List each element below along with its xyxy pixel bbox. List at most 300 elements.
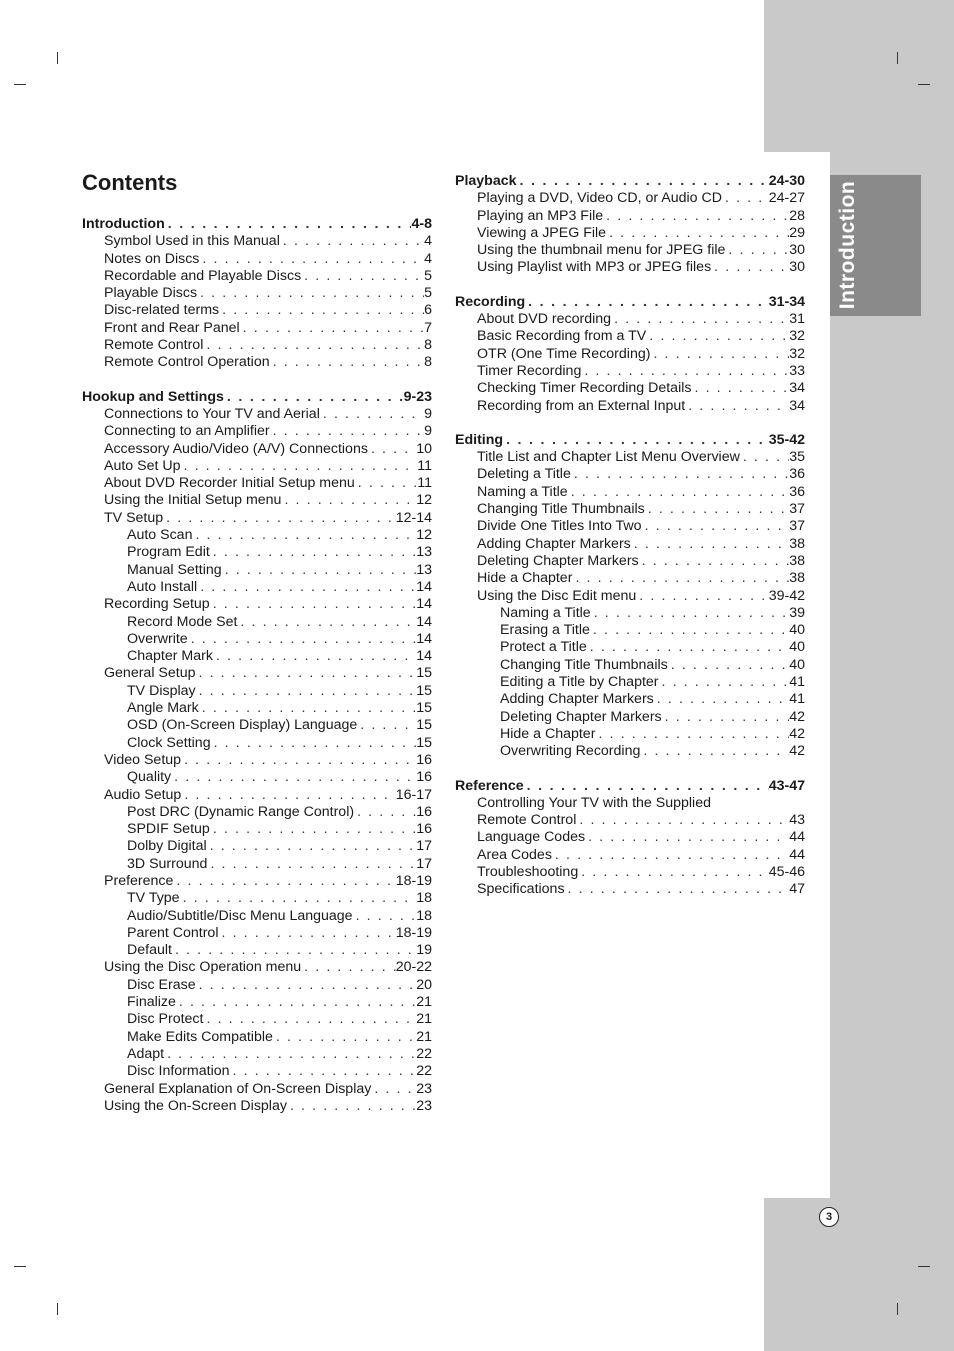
- toc-entry-pages: 35-42: [768, 431, 805, 448]
- toc-entry-title: Audio/Subtitle/Disc Menu Language: [127, 907, 353, 924]
- toc-entry-pages: 40: [789, 622, 805, 639]
- toc-entry: [82, 683, 432, 700]
- toc-entry-pages: 16: [416, 751, 432, 768]
- toc-entry: [82, 251, 432, 268]
- toc-entry-title: Deleting Chapter Markers: [500, 708, 662, 725]
- dot-leader: [591, 605, 790, 622]
- toc-entry-pages: 4: [424, 250, 432, 267]
- dot-leader: [192, 527, 416, 544]
- toc-entry-title: Playable Discs: [104, 285, 198, 302]
- toc-section-heading: [455, 778, 805, 795]
- dot-leader: [636, 588, 768, 605]
- dot-leader: [642, 518, 790, 535]
- crop-mark: [897, 1303, 898, 1315]
- toc-entry: [82, 821, 432, 838]
- toc-entry-title: Preference: [104, 872, 174, 889]
- toc-entry: [455, 259, 805, 276]
- toc-entry-title: Finalize: [127, 994, 176, 1011]
- dot-leader: [287, 1098, 416, 1115]
- toc-entry-title: Disc Information: [127, 1063, 230, 1080]
- toc-entry: [455, 864, 805, 881]
- toc-entry-pages: 43-47: [768, 777, 805, 794]
- toc-entry-pages: 41: [789, 674, 805, 691]
- toc-entry-title: Title List and Chapter List Menu Overview: [477, 449, 740, 466]
- toc-entry-pages: 39-42: [768, 587, 805, 604]
- dot-leader: [171, 769, 416, 786]
- dot-leader: [578, 864, 768, 881]
- toc-entry: [82, 337, 432, 354]
- dot-leader: [368, 441, 416, 458]
- toc-entry-title: Symbol Used in this Manual: [104, 233, 280, 250]
- dot-leader: [210, 544, 416, 561]
- toc-entry-title: Hide a Chapter: [477, 570, 573, 587]
- toc-entry: [82, 492, 432, 509]
- toc-entry: [82, 977, 432, 994]
- dot-leader: [203, 337, 424, 354]
- toc-entry-pages: 42: [789, 725, 805, 742]
- dot-leader: [163, 510, 396, 527]
- toc-entry-pages: 41: [789, 691, 805, 708]
- dot-leader: [211, 735, 417, 752]
- toc-entry-title: Remote Control: [477, 812, 577, 829]
- dot-leader: [587, 639, 789, 656]
- toc-entry-pages: 39: [789, 604, 805, 621]
- toc-entry-pages: 31-34: [768, 293, 805, 310]
- toc-entry-pages: 10: [416, 440, 432, 457]
- toc-section-heading: [82, 389, 432, 406]
- toc-entry-pages: 15: [416, 665, 432, 682]
- toc-entry-title: Video Setup: [104, 751, 182, 768]
- crop-mark: [918, 1266, 930, 1267]
- toc-entry: [82, 804, 432, 821]
- toc-entry-title: Basic Recording from a TV: [477, 328, 647, 345]
- dot-leader: [659, 674, 790, 691]
- dot-leader: [691, 380, 789, 397]
- dot-leader: [281, 492, 416, 509]
- dot-leader: [585, 829, 789, 846]
- toc-entry-title: Divide One Titles Into Two: [477, 518, 642, 535]
- dot-leader: [650, 346, 789, 363]
- dot-leader: [196, 683, 417, 700]
- toc-entry-title: Recordable and Playable Discs: [104, 267, 302, 284]
- toc-entry-title: Naming a Title: [477, 483, 568, 500]
- toc-entry-pages: 5: [424, 267, 432, 284]
- toc-entry-title: Checking Timer Recording Details: [477, 380, 692, 397]
- toc-entry-title: 3D Surround: [127, 855, 208, 872]
- toc-entry: [455, 674, 805, 691]
- toc-entry-pages: 21: [416, 1028, 432, 1045]
- toc-entry: [455, 726, 805, 743]
- toc-entry-title: Disc-related terms: [104, 302, 220, 319]
- toc-entry-title: Using the On-Screen Display: [104, 1097, 287, 1114]
- toc-entry-pages: 18-19: [395, 872, 432, 889]
- toc-entry-title: Using Playlist with MP3 or JPEG files: [477, 259, 712, 276]
- dot-leader: [210, 596, 417, 613]
- toc-entry-pages: 30: [789, 242, 805, 259]
- toc-entry-title: Editing: [455, 431, 504, 448]
- toc-entry-title: Program Edit: [127, 544, 210, 561]
- toc-entry-pages: 32: [789, 345, 805, 362]
- toc-entry-pages: 18: [416, 907, 432, 924]
- toc-section-heading: [455, 294, 805, 311]
- toc-entry-title: General Explanation of On-Screen Display: [104, 1080, 372, 1097]
- dot-leader: [180, 890, 417, 907]
- toc-entry-pages: 42: [789, 743, 805, 760]
- crop-mark: [57, 52, 58, 64]
- toc-entry: [455, 225, 805, 242]
- dot-leader: [524, 778, 769, 795]
- toc-entry-pages: 16: [416, 821, 432, 838]
- toc-entry: [82, 648, 432, 665]
- toc-entry-pages: 9: [424, 405, 432, 422]
- toc-entry-title: Connecting to an Amplifier: [104, 423, 270, 440]
- toc-entry-title: Specifications: [477, 881, 565, 898]
- dot-leader: [270, 354, 425, 371]
- toc-entry: [82, 890, 432, 907]
- dot-leader: [176, 994, 416, 1011]
- toc-entry: [455, 190, 805, 207]
- dot-leader: [164, 1046, 416, 1063]
- dot-leader: [213, 648, 416, 665]
- toc-entry-pages: 5: [424, 285, 432, 302]
- toc-entry: [82, 994, 432, 1011]
- dot-leader: [581, 363, 789, 380]
- toc-section-heading: [455, 173, 805, 190]
- toc-entry-pages: 8: [424, 337, 432, 354]
- toc-entry-pages: 15: [416, 734, 432, 751]
- dot-leader: [165, 216, 412, 233]
- toc-entry: [82, 1046, 432, 1063]
- toc-entry-title: Overwriting Recording: [500, 743, 641, 760]
- toc-entry: [82, 735, 432, 752]
- toc-entry: [455, 449, 805, 466]
- toc-entry-pages: 40: [789, 639, 805, 656]
- toc-entry: [82, 1098, 432, 1115]
- toc-entry-title: TV Setup: [104, 509, 164, 526]
- toc-entry: [82, 406, 432, 423]
- toc-entry-pages: 15: [416, 700, 432, 717]
- toc-entry-title: Playback: [455, 173, 517, 189]
- dot-leader: [196, 977, 417, 994]
- dot-leader: [525, 294, 769, 311]
- toc-entry-pages: 38: [789, 570, 805, 587]
- dot-leader: [210, 821, 416, 838]
- dot-leader: [725, 242, 789, 259]
- toc-entry-title: Changing Title Thumbnails: [500, 656, 668, 673]
- toc-entry-title: Recording from an External Input: [477, 397, 686, 414]
- toc-entry-pages: 4: [424, 233, 432, 250]
- toc-entry: [455, 639, 805, 656]
- toc-entry-title: OSD (On-Screen Display) Language: [127, 717, 358, 734]
- toc-entry-pages: 16: [416, 803, 432, 820]
- toc-entry-title: TV Display: [127, 682, 196, 699]
- toc-entry-pages: 21: [416, 994, 432, 1011]
- toc-entry-pages: 32: [789, 328, 805, 345]
- toc-entry-pages: 42: [789, 708, 805, 725]
- dot-leader: [181, 787, 395, 804]
- toc-entry: [455, 795, 805, 812]
- toc-entry: [82, 942, 432, 959]
- toc-entry-pages: 11: [417, 475, 432, 492]
- toc-entry-pages: 23: [416, 1097, 432, 1114]
- dot-leader: [224, 389, 404, 406]
- toc-entry-title: Viewing a JPEG File: [477, 224, 607, 241]
- toc-entry-title: Front and Rear Panel: [104, 319, 240, 336]
- toc-entry-pages: 19: [416, 942, 432, 959]
- toc-entry-pages: 18-19: [395, 924, 432, 941]
- toc-entry-title: Troubleshooting: [477, 863, 579, 880]
- toc-entry: [455, 622, 805, 639]
- dot-leader: [631, 536, 789, 553]
- toc-entry: [82, 665, 432, 682]
- toc-entry: [455, 743, 805, 760]
- toc-entry: [455, 466, 805, 483]
- dot-leader: [237, 614, 416, 631]
- toc-right-column: [455, 173, 805, 916]
- toc-entry-title: Audio Setup: [104, 786, 182, 803]
- dot-leader: [606, 225, 789, 242]
- toc-entry: [455, 881, 805, 898]
- toc-entry-pages: 11: [417, 457, 432, 474]
- toc-entry-title: Auto Install: [127, 578, 198, 595]
- dot-leader: [301, 268, 424, 285]
- toc-entry-pages: 17: [416, 838, 432, 855]
- toc-entry-title: About DVD Recorder Initial Setup menu: [104, 475, 355, 492]
- toc-entry-pages: 36: [789, 466, 805, 483]
- toc-entry-pages: 12-14: [395, 509, 432, 526]
- dot-leader: [196, 665, 417, 682]
- crop-mark: [897, 52, 898, 64]
- toc-entry-pages: 44: [789, 846, 805, 863]
- toc-entry-title: Post DRC (Dynamic Range Control): [127, 803, 355, 820]
- toc-entry-title: Using the Disc Operation menu: [104, 959, 302, 976]
- toc-section: [455, 778, 805, 899]
- toc-entry: [82, 423, 432, 440]
- toc-entry: [455, 691, 805, 708]
- toc-entry-title: Hookup and Settings: [82, 388, 224, 405]
- toc-entry-pages: 24-27: [768, 190, 805, 207]
- toc-entry-pages: 21: [416, 1011, 432, 1028]
- toc-entry-title: Adding Chapter Markers: [500, 691, 654, 708]
- toc-entry-pages: 43: [789, 812, 805, 829]
- toc-entry-title: SPDIF Setup: [127, 821, 210, 838]
- toc-entry: [82, 614, 432, 631]
- toc-section: [455, 294, 805, 415]
- toc-entry-title: Parent Control: [127, 924, 219, 941]
- margin-shade-top: [764, 0, 954, 152]
- dot-leader: [740, 449, 789, 466]
- crop-mark: [14, 84, 26, 85]
- dot-leader: [565, 881, 790, 898]
- toc-entry-title: Playing an MP3 File: [477, 207, 604, 224]
- dot-leader: [353, 908, 417, 925]
- dot-leader: [218, 925, 395, 942]
- dot-leader: [517, 173, 769, 190]
- toc-entry-pages: 14: [416, 613, 432, 630]
- toc-entry-title: Chapter Mark: [127, 648, 213, 665]
- toc-entry-title: General Setup: [104, 665, 196, 682]
- toc-entry-title: Auto Scan: [127, 527, 193, 544]
- toc-entry-pages: 14: [416, 578, 432, 595]
- toc-entry: [82, 233, 432, 250]
- toc-entry: [82, 873, 432, 890]
- crop-mark: [918, 84, 930, 85]
- dot-leader: [357, 717, 416, 734]
- dot-leader: [273, 1029, 416, 1046]
- toc-entry: [455, 398, 805, 415]
- toc-entry-title: Hide a Chapter: [500, 725, 596, 742]
- toc-entry-title: Clock Setting: [127, 734, 211, 751]
- dot-leader: [568, 484, 790, 501]
- toc-entry-title: Accessory Audio/Video (A/V) Connections: [104, 440, 368, 457]
- toc-entry-title: Controlling Your TV with the Supplied: [477, 794, 711, 811]
- toc-entry-pages: 14: [416, 648, 432, 665]
- toc-entry: [82, 838, 432, 855]
- toc-entry: [82, 441, 432, 458]
- margin-shade-bottom: [764, 1198, 954, 1351]
- toc-entry-title: Record Mode Set: [127, 613, 238, 630]
- dot-leader: [230, 1063, 417, 1080]
- toc-entry-title: Deleting a Title: [477, 466, 571, 483]
- dot-leader: [280, 233, 424, 250]
- toc-entry-title: Manual Setting: [127, 561, 222, 578]
- toc-entry: [82, 354, 432, 371]
- toc-entry: [82, 787, 432, 804]
- toc-entry-title: Using the thumbnail menu for JPEG file: [477, 242, 726, 259]
- toc-section: [82, 389, 432, 1115]
- toc-entry: [82, 510, 432, 527]
- toc-entry-title: Make Edits Compatible: [127, 1028, 273, 1045]
- dot-leader: [207, 856, 416, 873]
- dot-leader: [222, 562, 417, 579]
- toc-entry: [455, 363, 805, 380]
- toc-entry-title: Recording Setup: [104, 596, 210, 613]
- toc-entry-title: Language Codes: [477, 829, 586, 846]
- toc-entry-pages: 36: [789, 483, 805, 500]
- toc-entry-pages: 38: [789, 535, 805, 552]
- dot-leader: [172, 942, 416, 959]
- toc-entry-title: Adapt: [127, 1045, 165, 1062]
- dot-leader: [711, 259, 789, 276]
- toc-entry-pages: 22: [416, 1045, 432, 1062]
- toc-entry: [82, 579, 432, 596]
- dot-leader: [354, 804, 416, 821]
- dot-leader: [603, 208, 789, 225]
- toc-entry-pages: 31: [789, 311, 805, 328]
- toc-entry-title: Overwrite: [127, 630, 188, 647]
- toc-entry-pages: 34: [789, 380, 805, 397]
- toc-entry-title: Disc Erase: [127, 976, 196, 993]
- dot-leader: [654, 691, 789, 708]
- dot-leader: [320, 406, 424, 423]
- toc-entry: [82, 631, 432, 648]
- toc-entry-title: Timer Recording: [477, 362, 582, 379]
- dot-leader: [640, 743, 789, 760]
- dot-leader: [197, 579, 416, 596]
- toc-entry-title: Default: [127, 942, 172, 959]
- toc-entry-title: Editing a Title by Chapter: [500, 674, 659, 691]
- toc-entry: [455, 518, 805, 535]
- toc-section-heading: [455, 432, 805, 449]
- toc-entry-pages: 34: [789, 397, 805, 414]
- dot-leader: [173, 873, 395, 890]
- toc-entry-title: Introduction: [82, 216, 165, 232]
- toc-entry: [82, 1063, 432, 1080]
- toc-entry-title: Recording: [455, 293, 526, 310]
- toc-entry: [455, 812, 805, 829]
- toc-section-heading: [82, 216, 432, 233]
- toc-section: [82, 216, 432, 372]
- toc-entry: [455, 536, 805, 553]
- dot-leader: [181, 752, 416, 769]
- toc-entry-title: OTR (One Time Recording): [477, 345, 651, 362]
- toc-entry: [455, 208, 805, 225]
- toc-entry: [82, 458, 432, 475]
- toc-entry: [455, 311, 805, 328]
- toc-entry: [82, 285, 432, 302]
- dot-leader: [371, 1081, 416, 1098]
- dot-leader: [199, 700, 416, 717]
- toc-entry-pages: 47: [789, 881, 805, 898]
- toc-entry-pages: 17: [416, 855, 432, 872]
- toc-entry: [82, 527, 432, 544]
- toc-entry-title: Protect a Title: [500, 639, 587, 656]
- toc-entry-pages: 29: [789, 224, 805, 241]
- toc-entry-pages: 4-8: [411, 216, 432, 232]
- toc-entry: [82, 925, 432, 942]
- page-title: Contents: [82, 170, 178, 195]
- toc-entry-title: Disc Protect: [127, 1011, 204, 1028]
- toc-entry-pages: 16-17: [395, 786, 432, 803]
- toc-entry-pages: 13: [416, 544, 432, 561]
- toc-entry-pages: 7: [424, 319, 432, 336]
- section-tab-label: Introduction: [836, 180, 859, 310]
- dot-leader: [572, 570, 789, 587]
- toc-entry-pages: 15: [416, 682, 432, 699]
- toc-entry-pages: 9: [424, 423, 432, 440]
- toc-entry: [455, 847, 805, 864]
- toc-entry-title: Playing a DVD, Video CD, or Audio CD: [477, 190, 722, 207]
- toc-entry-pages: 28: [789, 207, 805, 224]
- toc-entry-title: Erasing a Title: [500, 622, 590, 639]
- toc-entry: [455, 380, 805, 397]
- dot-leader: [662, 709, 790, 726]
- toc-entry: [82, 1029, 432, 1046]
- dot-leader: [611, 311, 789, 328]
- dot-leader: [722, 190, 769, 207]
- dot-leader: [571, 466, 789, 483]
- toc-entry: [82, 1081, 432, 1098]
- toc-entry-pages: 23: [416, 1080, 432, 1097]
- dot-leader: [207, 838, 417, 855]
- toc-entry: [82, 856, 432, 873]
- toc-entry-pages: 14: [416, 596, 432, 613]
- toc-left-column: [82, 216, 432, 1132]
- toc-entry-title: Dolby Digital: [127, 838, 207, 855]
- page-number: 3: [819, 1207, 839, 1227]
- dot-leader: [590, 622, 789, 639]
- toc-entry-pages: 45-46: [768, 863, 805, 880]
- toc-entry-pages: 8: [424, 354, 432, 371]
- crop-mark: [57, 1303, 58, 1315]
- toc-entry: [82, 268, 432, 285]
- toc-entry: [82, 320, 432, 337]
- toc-entry-pages: 9-23: [403, 388, 432, 405]
- toc-entry-title: Auto Set Up: [104, 457, 181, 474]
- toc-entry-pages: 15: [416, 717, 432, 734]
- toc-entry-pages: 37: [789, 518, 805, 535]
- toc-entry-pages: 37: [789, 501, 805, 518]
